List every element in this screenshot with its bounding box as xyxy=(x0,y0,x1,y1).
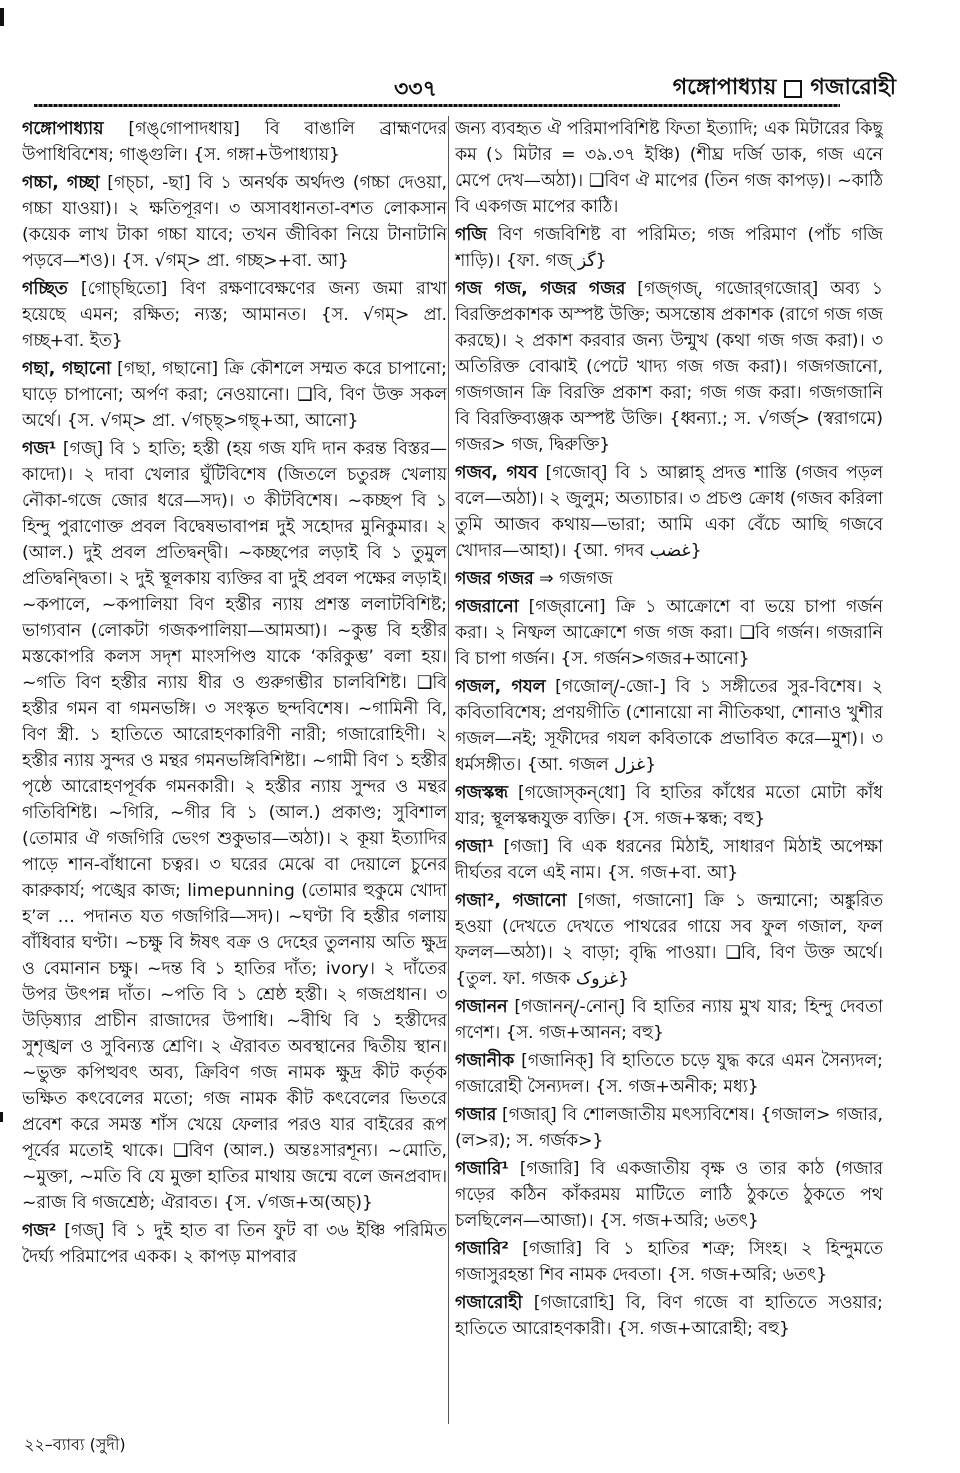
entry-definition: জন্য ব্যবহৃত ঐ পরিমাপবিশিষ্ট ফিতা ইত্যাদি; এক মিটারের কিছু কম (১ মিটার = ৩৯.৩৭ ইঞ্চি) (শীঘ্র দর্জি ডাক, গজ এনে মেপে দেখ—অঠা)। ❑বিণ ঐ মাপের (তিন গজ কাপড়)। ~কাঠি বি একগজ মাপের কাঠি। xyxy=(455,119,883,217)
scan-mark xyxy=(0,1112,3,1122)
dictionary-entry xyxy=(455,594,883,672)
scan-mark xyxy=(0,8,4,26)
entry-headword: গছা, গছানো xyxy=(22,359,112,379)
dictionary-entry xyxy=(455,276,883,458)
entry-headword: গজর গজর xyxy=(455,569,534,589)
entry-headword: গজারোহী xyxy=(455,1293,523,1313)
entry-headword: গজব, গযব xyxy=(455,463,538,483)
entry-definition: ⇒ গজগজ xyxy=(533,569,613,589)
entry-definition: [গজানন্‌/-নোন্‌] বি হাতির ন্যায় মুখ যার; হিন্দু দেবতা গণেশ। {স. গজ+আনন; বহু} xyxy=(455,997,883,1043)
dictionary-entry xyxy=(455,674,883,778)
entry-headword: গজা², গজানো xyxy=(455,891,567,911)
page-footer: ২২–ব্যাব্য (সুদী) xyxy=(24,1435,126,1454)
left-column xyxy=(22,116,447,1426)
entry-headword: গঙ্গোপাধ্যায় xyxy=(22,119,104,139)
entry-definition: [গজ্‌রানো] ক্রি ১ আক্রোশে বা ভয়ে চাপা গর্জন করা। ২ নিষ্ফল আক্রোশে গজ গজ করা। ❑বি গর্জন। গজরানি বি চাপা গর্জন। {স. গর্জন>গজর+আনো} xyxy=(455,597,883,669)
entry-definition: [গজারোহি] বি, বিণ গজে বা হাতিতে সওয়ার; হাতিতে আরোহণকারী। {স. গজ+আরোহী; বহু} xyxy=(455,1293,883,1339)
entry-headword: গজানীক xyxy=(455,1051,515,1071)
entry-headword: গজল, গযল xyxy=(455,677,546,697)
entry-definition: [গজারি] বি একজাতীয় বৃক্ষ ও তার কাঠ (গজার গড়ের কঠিন কাঁকরময় মাটিতে লাঠি ঠুকতে ঠুকতে পথ চলছিলেন—আজা)। {স. গজ+অরি; ৬তৎ} xyxy=(455,1159,883,1231)
right-column xyxy=(455,116,883,1426)
entry-definition: [গজানিক্‌] বি হাতিতে চড়ে যুদ্ধ করে এমন সৈন্যদল; গজারোহী সৈন্যদল। {স. গজ+অনীক; মধ্য} xyxy=(455,1051,883,1097)
entry-headword: গজার xyxy=(455,1105,497,1125)
dictionary-entry xyxy=(455,888,883,992)
entry-definition: [গজোস্‌কন্‌ধো] বি হাতির কাঁধের মতো মোটা কাঁধ যার; স্থূলস্কন্ধযুক্ত ব্যক্তি। {স. গজ+স্কন্ধ; বহু} xyxy=(455,783,883,829)
entry-definition: [গজ্‌গজ্‌, গজোর্‌গজোর্‌] অব্য ১ বিরক্তিপ্রকাশক অস্পষ্ট উক্তি; অসন্তোষ প্রকাশক (রাগে গজ গজ করছে)। ২ প্রকাশ করবার জন্য উন্মুখ (কথা গজ গজ করা)। ৩ অতিরিক্ত বোঝাই (পেটে খাদ্য গজ গজ করা)। গজগজানো, গজগজান ক্রি বিরক্তি প্রকাশ করা; গজ গজ করা। গজগজানি বি বিরক্তিব্যঞ্জক অস্পষ্ট উক্তি। {ধ্বন্যা.; স. √গর্জ্‌> (স্বরাগমে) গজর> গজ, দ্বিরুক্তি} xyxy=(455,279,883,455)
entry-definition: [গজ্‌] বি ১ দুই হাত বা তিন ফুট বা ৩৬ ইঞ্চি পরিমিত দৈর্ঘ্য পরিমাপের একক। ২ কাপড় মাপবার xyxy=(22,1221,447,1267)
entry-definition: [গজা, গজানো] ক্রি ১ জন্মানো; অঙ্কুরিত হওয়া (দেখতে দেখতে পাথরের গায়ে সব ফুল গজাল, ফল ফলল—অঠা)। ২ বাড়া; বৃদ্ধি পাওয়া। ❑বি, বিণ উক্ত অর্থে। {তুল. ফা. গজক غزوک} xyxy=(455,891,883,989)
dictionary-entry xyxy=(22,116,447,168)
dictionary-entry xyxy=(455,116,883,220)
page-number: ৩৩৭ xyxy=(394,77,437,102)
entry-headword: গচ্চা, গচ্ছা xyxy=(22,173,100,193)
page-header xyxy=(24,70,936,102)
guide-words xyxy=(673,70,896,107)
entry-definition: [গজারি] বি ১ হাতির শত্রু; সিংহ। ২ হিন্দুমতে গজাসুরহন্তা শিব নামক দেবতা। {স. গজ+অরি; ৬তৎ} xyxy=(455,1239,883,1285)
dictionary-entry xyxy=(455,460,883,564)
entry-headword: গচ্ছিত xyxy=(22,279,68,299)
entry-headword: গজস্কন্ধ xyxy=(455,783,508,803)
dictionary-entry xyxy=(455,834,883,886)
dictionary-entry xyxy=(455,222,883,274)
entry-definition: [গছা, গছানো] ক্রি কৌশলে সম্মত করে চাপানো; ঘাড়ে চাপানো; অর্পণ করা; নেওয়ানো। ❑বি, বিণ উক্ত সকল অর্থে। {স. √গম্‌> প্রা. √গচ্ছ্‌>গছ্‌+আ, আনো} xyxy=(22,359,447,431)
dictionary-entry xyxy=(455,566,883,592)
dictionary-entry xyxy=(455,994,883,1046)
dictionary-entry xyxy=(22,436,447,1216)
guide-word-last: গজারোহী xyxy=(810,75,896,100)
entry-definition: [গোচ্‌ছিতো] বিণ রক্ষণাবেক্ষণের জন্য জমা রাখা হয়েছে এমন; রক্ষিত; ন্যস্ত; আমানত। {স. √গম্‌> প্রা. গচ্ছ+বা. ইত} xyxy=(22,279,447,351)
entry-headword: গজি xyxy=(455,225,487,245)
entry-headword: গজারি¹ xyxy=(455,1159,509,1179)
dictionary-entry xyxy=(455,1102,883,1154)
entry-headword: গজ গজ, গজর গজর xyxy=(455,279,626,299)
header-rule xyxy=(34,104,840,107)
entry-headword: গজরানো xyxy=(455,597,519,617)
guide-word-first: গঙ্গোপাধ্যায় xyxy=(672,75,777,100)
dictionary-entry xyxy=(22,170,447,274)
entry-definition: [গজা] বি এক ধরনের মিঠাই, সাধারণ মিঠাই অপেক্ষা দীর্ঘতর বলে এই নাম। {স. গজ+বা. আ} xyxy=(455,837,883,883)
dictionary-entry xyxy=(455,1236,883,1288)
dictionary-entry xyxy=(22,276,447,354)
entry-definition: [গচ্‌চা, -ছা] বি ১ অনর্থক অর্থদণ্ড (গচ্চা দেওয়া, গচ্চা যাওয়া)। ২ ক্ষতিপূরণ। ৩ অসাবধানতা-বশত লোকসান (কয়েক লাখ টাকা গচ্চা যাবে; তখন জীবিকা নিয়ে টানাটানি পড়বে—শও)। {স. √গম্‌> প্রা. গচ্ছ>+বা. আ} xyxy=(22,173,447,271)
entry-definition: [গঙ্‌গোপাদধায়] বি বাঙালি ব্রাহ্মণদের উপাধিবিশেষ; গাঙ্গুলি। {স. গঙ্গা+উপাধ্যায়} xyxy=(22,119,447,165)
entry-definition: [গজোব্‌] বি ১ আল্লাহ্‌ প্রদত্ত শাস্তি (গজব পড়ল বলে—অঠা)। ২ জুলুম; অত্যাচার। ৩ প্রচণ্ড ক্রোধ (গজব করিলা তুমি আজব কথায়—ভারা; আমি একা বেঁচে আছি গজবে খোদার—আহা)। {আ. গদব غضب} xyxy=(455,463,883,561)
entry-definition: [গজোল্‌/-জো-] বি ১ সঙ্গীতের সুর-বিশেষ। ২ কবিতাবিশেষ; প্রণয়গীতি (শোনায়ো না নীতিকথা, শোনাও খুশীর গজল—নই; সূফীদের গযল কবিতাকে প্রভাবিত করে—মুশ)। ৩ ধর্মসঙ্গীত। {আ. গজল غزل} xyxy=(455,677,883,775)
dictionary-entry xyxy=(455,1290,883,1342)
entry-definition: [গজার্‌] বি শোলজাতীয় মৎস্যবিশেষ। {গজাল> গজার, (ল>র); স. গর্জক>} xyxy=(455,1105,883,1151)
dictionary-entry xyxy=(455,1156,883,1234)
entry-definition: [গজ্‌] বি ১ হাতি; হস্তী (হয় গজ যদি দান করন্ত বিস্তর—কাদো)। ২ দাবা খেলার ঘুঁটিবিশেষ (জিতলে চতুরঙ্গ খেলায় নৌকা-গজে জোর ধরে—সদ)। ৩ কীটবিশেষ। ~কচ্ছপ বি ১ হিন্দু পুরাণোক্ত প্রবল বিদ্বেষভাবাপন্ন দুই সহোদর মুনিকুমার। ২ (আল.) দুই প্রবল প্রতিদ্বন্দ্বী। ~কচ্ছপের লড়াই বি ১ তুমুল প্রতিদ্বন্দ্বিতা। ২ দুই স্থূলকায় ব্যক্তির বা দুই প্রবল পক্ষের লড়াই। ~কপালে, ~কপালিয়া বিণ হস্তীর ন্যায় প্রশস্ত ললাটবিশিষ্ট; ভাগ্যবান (লোকটা গজকপালিয়া—আমআ)। ~কুম্ভ বি হস্তীর মস্তকোপরি কলস সদৃশ মাংসপিণ্ড যাকে ‘করিকুম্ভ’ বলা হয়। ~গতি বিণ হস্তীর ন্যায় ধীর ও গুরুগম্ভীর চালবিশিষ্ট। ❑বি হস্তীর গমন বা গমনভঙ্গি। ৩ সংস্কৃত ছন্দবিশেষ। ~গামিনী বি, বিণ স্ত্রী. ১ হাতিতে আরোহণকারিণী নারী; গজারোহিণী। ২ হস্তীর ন্যায় সুন্দর ও মন্থর গমনভঙ্গিবিশিষ্টা। ~গামী বিণ ১ হস্তীর পৃষ্ঠে আরোহণপূর্বক গমনকারী। ২ হস্তীর ন্যায় সুন্দর ও মন্থর গতিবিশিষ্ট। ~গিরি, ~গীর বি ১ (আল.) প্রকাণ্ড; সুবিশাল (তোমার ঐ গজগিরি ভেংগ শুকুভার—অঠা)। ২ কূয়া ইত্যাদির পাড়ে শান-বাঁধানো চত্বর। ৩ ঘরের মেঝে বা দেয়ালে চুনের কারুকার্য; পঙ্খের কাজ; limepunning (তোমার হুকুমে খোদা হ’ল … পদানত যত গজগিরি—সদ)। ~ঘণ্টা বি হস্তীর গলায় বাঁধিবার ঘণ্টা। ~চক্ষু বি ঈষৎ বক্র ও দেহের তুলনায় অতি ক্ষুদ্র ও বেমানান চক্ষু। ~দন্ত বি ১ হাতির দাঁত; ivory। ২ দাঁতের উপর উৎপন্ন দাঁত। ~পতি বি ১ শ্রেষ্ঠ হস্তী। ২ গজপ্রধান। ৩ উড়িষ্যার প্রাচীন রাজাদের উপাধি। ~বীথি বি ১ হস্তীদের সুশৃঙ্খল ও সুবিন্যস্ত শ্রেণি। ২ ঐরাবত অবস্থানের দ্বিতীয় স্থান। ~ভুক্ত কপিত্থবৎ অব্য, ক্রিবিণ গজ নামক ক্ষুদ্র কীট কর্তৃক ভক্ষিত কৎবেলের মতো; গজ নামক কীট কৎবেলের ভিতরে প্রবেশ করে সমস্ত শাঁস খেয়ে ফেলার পরও যার বাইরের রূপ পূর্বের মতোই থাকে। ❑বিণ (আল.) অন্তঃসারশূন্য। ~মোতি, ~মুক্তা, ~মতি বি যে মুক্তা হাতির মাথায় জন্মে বলে জনপ্রবাদ। ~রাজ বি গজশ্রেষ্ঠ; ঐরাবত। {স. √গজ+অ(অচ্‌)} xyxy=(22,439,447,1213)
entry-definition: বিণ গজবিশিষ্ট বা পরিমিত; গজ পরিমাণ (পাঁচ গজি শাড়ি)। {ফা. গজ্‌ گز} xyxy=(455,225,883,271)
square-icon xyxy=(784,80,802,98)
dictionary-entry xyxy=(22,1218,447,1270)
entry-headword: গজানন xyxy=(455,997,508,1017)
entry-headword: গজ¹ xyxy=(22,439,57,459)
entry-headword: গজ² xyxy=(22,1221,57,1241)
dictionary-entry xyxy=(455,780,883,832)
column-divider xyxy=(448,116,449,1424)
entry-headword: গজারি² xyxy=(455,1239,509,1259)
dictionary-entry xyxy=(455,1048,883,1100)
dictionary-entry xyxy=(22,356,447,434)
entry-headword: গজা¹ xyxy=(455,837,495,857)
